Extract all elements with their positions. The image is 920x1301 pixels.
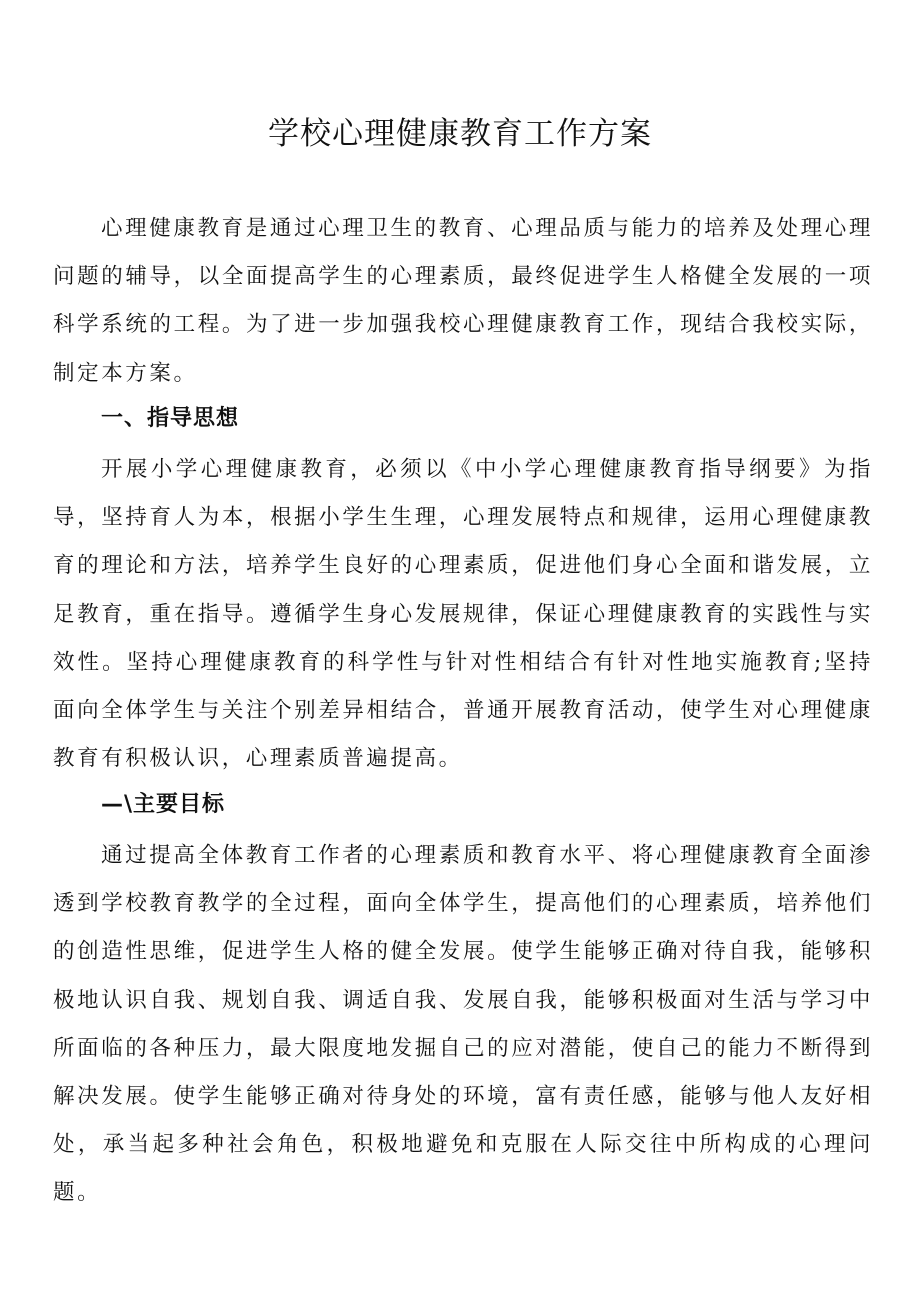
section-paragraph-guiding-ideology: 开展小学心理健康教育，必须以《中小学心理健康教育指导纲要》为指导，坚持育人为本，根据小学生生理，心理发展特点和规律，运用心理健康教育的理论和方法，培养学生良好的心理素质，促进他们身心全面和谐发展，立足教育，重在指导。遵循学生身心发展规律，保证心理健康教育的实践性与实效性。坚持心理健康教育的科学性与针对性相结合有针对性地实施教育;坚持面向全体学生与关注个别差异相结合，普通开展教育活动，使学生对心理健康教育有积极认识，心理素质普遍提高。 bbox=[53, 457, 873, 772]
section-paragraph-main-goals: 通过提高全体教育工作者的心理素质和教育水平、将心理健康教育全面渗透到学校教育教学的全过程，面向全体学生，提高他们的心理素质，培养他们的创造性思维，促进学生人格的健全发展。使学生能够正确对待自我，能够积极地认识自我、规划自我、调适自我、发展自我，能够积极面对生活与学习中所面临的各种压力，最大限度地发掘自己的应对潜能，使自己的能力不断得到解决发展。使学生能够正确对待身处的环境，富有责任感，能够与他人友好相处，承当起多种社会角色，积极地避免和克服在人际交往中所构成的心理问题。 bbox=[53, 843, 873, 1206]
section-heading-guiding-ideology: 一、指导思想 bbox=[101, 406, 240, 431]
section-heading-main-goals: —\主要目标 bbox=[101, 792, 226, 817]
intro-paragraph: 心理健康教育是通过心理卫生的教育、心理品质与能力的培养及处理心理问题的辅导，以全面提高学生的心理素质，最终促进学生人格健全发展的一项科学系统的工程。为了进一步加强我校心理健康教育工作，现结合我校实际，制定本方案。 bbox=[53, 216, 873, 386]
document-title: 学校心理健康教育工作方案 bbox=[268, 116, 652, 152]
